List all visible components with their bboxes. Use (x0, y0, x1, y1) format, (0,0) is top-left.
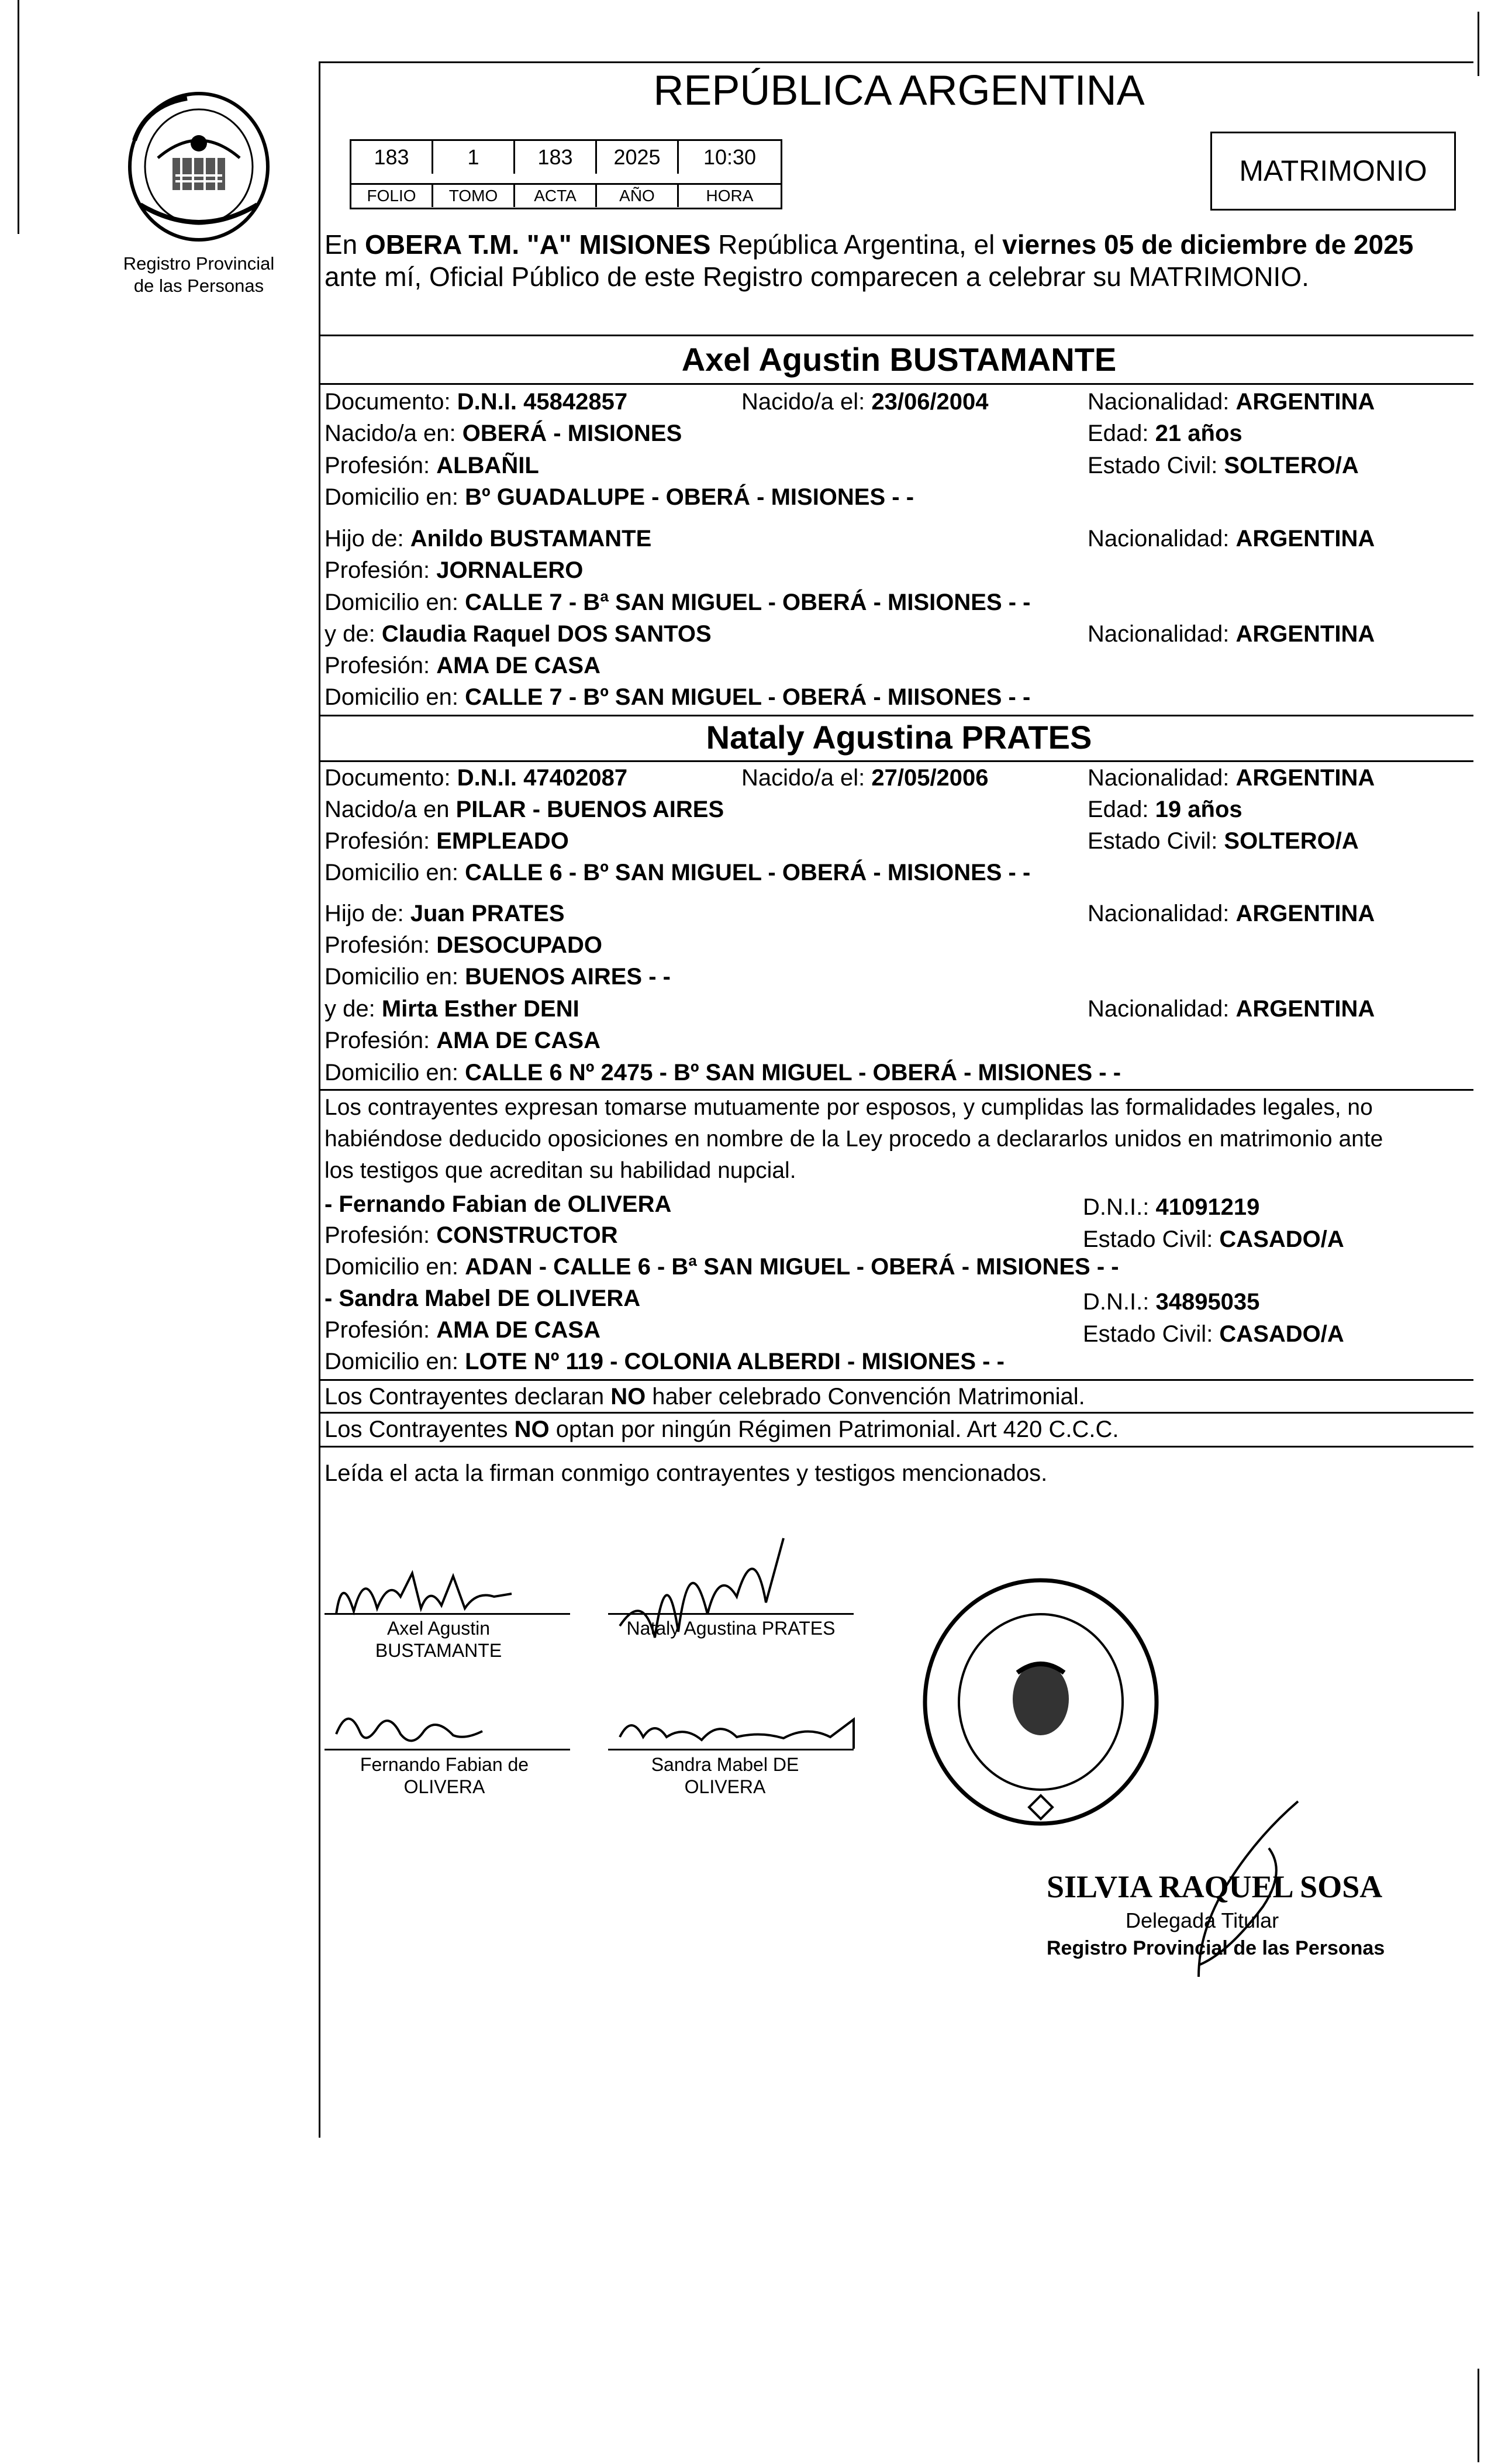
spouse1-father-prof: Profesión: JORNALERO (325, 557, 584, 583)
convention-line2: Los Contrayentes NO optan por ningún Régimen Patrimonial. Art 420 C.C.C. (325, 1417, 1119, 1442)
spouse1-prof: Profesión: ALBAÑIL (325, 453, 539, 478)
spouse2-born: Nacido/a el: 27/05/2006 (741, 765, 989, 791)
hora-label: HORA (706, 187, 754, 205)
act-type: MATRIMONIO (1239, 154, 1427, 187)
spouse2-civil: Estado Civil: SOLTERO/A (1088, 828, 1359, 854)
divider-spouse2-title (319, 760, 1473, 762)
spouse1-born: Nacido/a el: 23/06/2004 (741, 389, 989, 415)
spouse2-dom: Domicilio en: CALLE 6 - Bº SAN MIGUEL - OBERÁ - MISIONES - - (325, 860, 1031, 885)
spouse2-father-prof: Profesión: DESOCUPADO (325, 932, 602, 958)
witness2-dom: Domicilio en: LOTE Nº 119 - COLONIA ALBERDI - MISIONES - - (325, 1349, 1005, 1374)
right-margin-mark-top (1478, 12, 1479, 76)
intro-date: viernes 05 de diciembre de 2025 (1002, 229, 1414, 260)
acta-value: 183 (515, 141, 597, 174)
spouse1-name: Axel Agustin BUSTAMANTE (681, 341, 1117, 378)
spouse2-father: Hijo de: Juan PRATES (325, 901, 565, 926)
frame-top (319, 61, 1473, 63)
witness2-name: - Sandra Mabel DE OLIVERA (325, 1286, 641, 1311)
official-role: Delegada Titular (1126, 1908, 1279, 1932)
spouse2-mother: y de: Mirta Esther DENI (325, 996, 579, 1022)
right-margin-mark-bottom (1478, 2369, 1479, 2462)
hora-value: 10:30 (703, 145, 757, 169)
act-type-box (1210, 132, 1456, 211)
spouse2-doc: Documento: D.N.I. 47402087 (325, 765, 628, 791)
spouse2-father-nat: Nacionalidad: ARGENTINA (1088, 901, 1375, 926)
divider-closing (319, 1446, 1473, 1448)
province-seal (123, 88, 275, 246)
spouse2-mother-nat: Nacionalidad: ARGENTINA (1088, 996, 1375, 1022)
spouse1-mother-prof: Profesión: AMA DE CASA (325, 653, 600, 678)
intro-line1: En OBERA T.M. "A" MISIONES República Argentina, el viernes 05 de diciembre de 2025 (325, 229, 1414, 260)
sig1-caption: Axel Agustin BUSTAMANTE (375, 1618, 502, 1661)
witness1-prof: Profesión: CONSTRUCTOR (325, 1222, 618, 1248)
registry-caption (94, 253, 304, 297)
witness2-prof: Profesión: AMA DE CASA (325, 1317, 600, 1343)
spouse1-father: Hijo de: Anildo BUSTAMANTE (325, 526, 652, 552)
spouse2-birthplace: Nacido/a en PILAR - BUENOS AIRES (325, 797, 724, 822)
sig3-caption: Fernando Fabian de OLIVERA (360, 1754, 529, 1797)
divider-declaration (319, 1089, 1473, 1091)
witness2-dni: D.N.I.: 34895035 (1083, 1289, 1260, 1315)
official-name: SILVIA RAQUEL SOSA (1047, 1869, 1383, 1904)
intro-line2: ante mí, Oficial Público de este Registro comparecen a celebrar su MATRIMONIO. (325, 261, 1309, 292)
declaration-line2: habiéndose deducido oposiciones en nombre de la Ley procedo a declararlos unidos en matrimonio ante (325, 1126, 1383, 1152)
province-seal-icon (123, 88, 275, 246)
spouse1-dom: Domicilio en: Bº GUADALUPE - OBERÁ - MISIONES - - (325, 484, 914, 510)
spouse1-doc: Documento: D.N.I. 45842857 (325, 389, 628, 415)
witness1-dni: D.N.I.: 41091219 (1083, 1194, 1260, 1220)
spouse2-name: Nataly Agustina PRATES (706, 719, 1092, 756)
divider-convention-mid (319, 1412, 1473, 1414)
registry-caption-line2: de las Personas (133, 275, 264, 296)
sig4-caption: Sandra Mabel DE OLIVERA (651, 1754, 799, 1797)
spouse1-birthplace: Nacido/a en: OBERÁ - MISIONES (325, 421, 682, 446)
left-margin-line (18, 0, 19, 234)
closing-text: Leída el acta la firman conmigo contrayentes y testigos mencionados. (325, 1460, 1048, 1486)
witness2-civil: Estado Civil: CASADO/A (1083, 1321, 1344, 1347)
spouse1-nat: Nacionalidad: ARGENTINA (1088, 389, 1375, 415)
spouse2-father-dom: Domicilio en: BUENOS AIRES - - (325, 964, 671, 990)
spouse2-mother-dom: Domicilio en: CALLE 6 Nº 2475 - Bº SAN MIGUEL - OBERÁ - MISIONES - - (325, 1060, 1121, 1085)
signature-line-4 (608, 1749, 854, 1750)
acta-label: ACTA (515, 185, 597, 207)
divider-intro (319, 335, 1473, 336)
declaration-line1: Los contrayentes expresan tomarse mutuamente por esposos, y cumplidas las formalidades legales, no (325, 1095, 1373, 1120)
spouse2-mother-prof: Profesión: AMA DE CASA (325, 1028, 600, 1053)
intro-place: OBERA T.M. "A" MISIONES (365, 229, 711, 260)
divider-spouse2 (319, 715, 1473, 716)
signature-sandra (608, 1696, 877, 1760)
spouse1-age: Edad: 21 años (1088, 421, 1242, 446)
tomo-value: 1 (433, 141, 515, 174)
sig2-caption: Nataly Agustina PRATES (626, 1618, 836, 1639)
divider-spouse1 (319, 383, 1473, 385)
folio-value: 183 (351, 141, 433, 174)
folio-label: FOLIO (351, 185, 433, 207)
spouse1-father-nat: Nacionalidad: ARGENTINA (1088, 526, 1375, 552)
signature-line-3 (325, 1749, 570, 1750)
country-title: REPÚBLICA ARGENTINA (653, 67, 1145, 114)
witness1-name: - Fernando Fabian de OLIVERA (325, 1191, 672, 1217)
signature-line-1 (325, 1613, 570, 1615)
official-org: Registro Provincial de las Personas (1047, 1937, 1385, 1959)
spouse1-civil: Estado Civil: SOLTERO/A (1088, 453, 1359, 478)
signature-nataly (608, 1521, 807, 1673)
spouse2-nat: Nacionalidad: ARGENTINA (1088, 765, 1375, 791)
spouse1-mother-dom: Domicilio en: CALLE 7 - Bº SAN MIGUEL - OBERÁ - MIISONES - - (325, 684, 1031, 710)
spouse2-age: Edad: 19 años (1088, 797, 1242, 822)
ano-label: AÑO (597, 185, 679, 207)
registry-caption-line1: Registro Provincial (123, 253, 275, 274)
witness1-dom: Domicilio en: ADAN - CALLE 6 - Bª SAN MIGUEL - OBERÁ - MISIONES - - (325, 1254, 1119, 1280)
spouse1-mother: y de: Claudia Raquel DOS SANTOS (325, 621, 712, 647)
tomo-label: TOMO (433, 185, 515, 207)
spouse2-prof: Profesión: EMPLEADO (325, 828, 569, 854)
spouse1-father-dom: Domicilio en: CALLE 7 - Bª SAN MIGUEL - OBERÁ - MISIONES - - (325, 590, 1031, 615)
signature-axel (325, 1562, 523, 1626)
divider-conventions (319, 1379, 1473, 1381)
ano-value: 2025 (597, 141, 679, 174)
declaration-line3: los testigos que acreditan su habilidad nupcial. (325, 1158, 796, 1183)
witness1-civil: Estado Civil: CASADO/A (1083, 1226, 1344, 1252)
convention-line1: Los Contrayentes declaran NO haber celebrado Convención Matrimonial. (325, 1384, 1085, 1410)
record-table (350, 139, 782, 209)
frame-left (319, 61, 320, 2138)
spouse1-mother-nat: Nacionalidad: ARGENTINA (1088, 621, 1375, 647)
signature-line-2 (608, 1613, 854, 1615)
